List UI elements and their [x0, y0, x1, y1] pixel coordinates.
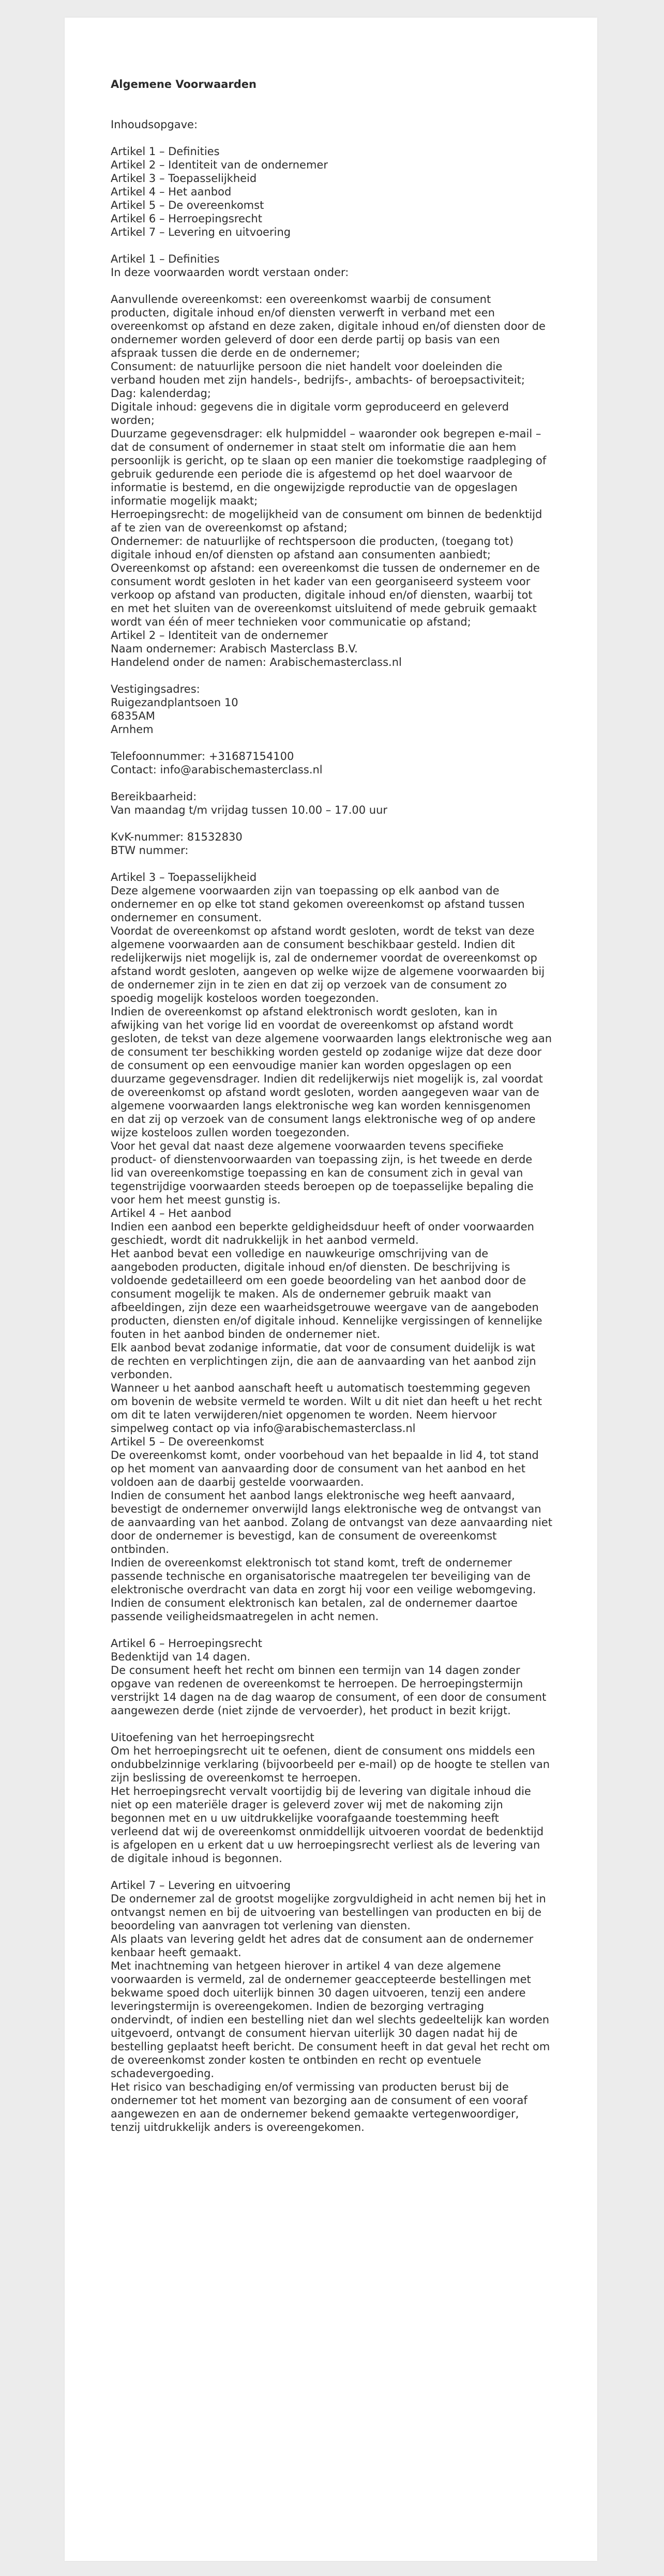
document-title: Algemene Voorwaarden — [111, 78, 256, 90]
text-line: Vestigingsadres: — [111, 683, 200, 695]
text-line: producten, digitale inhoud en/of diensten verwerft in verband met een — [111, 307, 495, 319]
text-line: Indien de overeenkomst op afstand elektronisch wordt gesloten, kan in — [111, 1005, 497, 1018]
text-line: Ruigezandplantsoen 10 — [111, 696, 238, 709]
text-line: wordt van één of meer technieken voor communicatie op afstand; — [111, 616, 471, 628]
text-line: bestelling geplaatst heeft bericht. De consument heeft in dat geval het recht om — [111, 2040, 550, 2053]
text-line: beoordeling van aanvragen tot verlening van diensten. — [111, 1919, 411, 1932]
text-line: Digitale inhoud: gegevens die in digitale vorm geproduceerd en geleverd — [111, 401, 509, 413]
text-line: ondernemer worden geleverd of door een derde partij op basis van een — [111, 333, 500, 346]
text-line: Artikel 3 – Toepasselijkheid — [111, 172, 257, 185]
text-line: voldoen aan de daarbij gestelde voorwaarden. — [111, 1476, 364, 1488]
text-line: verstrijkt 14 dagen na de dag waarop de consument, of een door de consument — [111, 1691, 547, 1703]
text-line: Artikel 3 – Toepasselijkheid — [111, 871, 257, 883]
text-line: fouten in het aanbod binden de ondernemer niet. — [111, 1328, 381, 1340]
text-line: bevestigt de ondernemer onverwijld langs elektronische weg de ontvangst van — [111, 1503, 541, 1515]
text-line: de rechten en verplichtingen zijn, die aan de aanvaarding van het aanbod zijn — [111, 1355, 536, 1367]
text-line: tenzij uitdrukkelijk anders is overeengekomen. — [111, 2121, 365, 2133]
text-line: Inhoudsopgave: — [111, 118, 198, 131]
text-line: Artikel 1 – Definities — [111, 145, 220, 158]
blank-line — [111, 857, 576, 871]
text-line: verleend dat wij de overeenkomst onmiddellijk uitvoeren voordat de bedenktijd — [111, 1825, 544, 1838]
text-line: simpelweg contact op via info@arabischemasterclass.nl — [111, 1422, 416, 1435]
text-line: niet op een materiële drager is geleverd zover wij met de nakoming zijn — [111, 1798, 503, 1811]
text-line: leveringstermijn is overeengekomen. Indien de bezorging vertraging — [111, 2000, 485, 2013]
text-line: op het moment van aanvaarding door de consument van het aanbod en het — [111, 1462, 525, 1475]
text-line: Artikel 4 – Het aanbod — [111, 1207, 232, 1220]
text-line: Naam ondernemer: Arabisch Masterclass B.V. — [111, 643, 358, 655]
text-line: Indien de consument het aanbod langs elektronische weg heeft aanvaard, — [111, 1489, 515, 1502]
text-line: ontvangst nemen en bij de uitvoering van bestellingen van producten en bij de — [111, 1906, 542, 1918]
text-line: informatie mogelijk maakt; — [111, 495, 258, 507]
text-line: Voordat de overeenkomst op afstand wordt gesloten, wordt de tekst van deze — [111, 925, 535, 937]
text-line: voor hem het meest gunstig is. — [111, 1194, 281, 1206]
text-line: Artikel 7 – Levering en uitvoering — [111, 1879, 291, 1892]
blank-line — [111, 1623, 576, 1637]
blank-line — [111, 669, 576, 682]
text-line: Contact: info@arabischemasterclass.nl — [111, 764, 323, 776]
text-line: Om het herroepingsrecht uit te oefenen, dient de consument ons middels een — [111, 1745, 535, 1757]
text-line: Arnhem — [111, 723, 154, 736]
text-line: passende technische en organisatorische maatregelen ter beveiliging van de — [111, 1570, 531, 1582]
text-line: algemene voorwaarden aan de consument beschikbaar gesteld. Indien dit — [111, 938, 515, 951]
text-line: wijze kosteloos zullen worden toegezonden. — [111, 1126, 350, 1139]
text-line: KvK-nummer: 81532830 — [111, 831, 243, 843]
text-line: Artikel 4 – Het aanbod — [111, 186, 232, 198]
text-line: Indien een aanbod een beperkte geldigheidsduur heeft of onder voorwaarden — [111, 1221, 534, 1233]
blank-line — [111, 239, 576, 252]
blank-line — [111, 1865, 576, 1879]
text-line: verband houden met zijn handels-, bedrijfs-, ambachts- of beroepsactiviteit; — [111, 374, 525, 386]
text-line: Met inachtneming van hetgeen hierover in artikel 4 van deze algemene — [111, 1960, 501, 1972]
text-line: Artikel 2 – Identiteit van de ondernemer — [111, 159, 328, 171]
text-line: BTW nummer: — [111, 844, 189, 857]
text-line: de ondernemer zijn in te zien en dat zij op verzoek van de consument zo — [111, 979, 507, 991]
text-line: De consument heeft het recht om binnen een termijn van 14 dagen zonder — [111, 1664, 520, 1676]
text-line: In deze voorwaarden wordt verstaan onder: — [111, 266, 349, 279]
text-line: consument wordt gesloten in het kader van een georganiseerd systeem voor — [111, 575, 531, 588]
document-content — [111, 51, 576, 2147]
text-line: ondernemer tot het moment van bezorging aan de consument of een vooraf — [111, 2094, 527, 2107]
text-line: Wanneer u het aanbod aanschaft heeft u automatisch toestemming gegeven — [111, 1382, 531, 1394]
text-line: ondubbelzinnige verklaring (bijvoorbeeld per e-mail) op de hoogte te stellen van — [111, 1758, 550, 1771]
text-line: verkoop op afstand van producten, digitale inhoud en/of diensten, waarbij tot — [111, 589, 533, 601]
text-line: consument mogelijk te maken. Als de ondernemer gebruik maakt van — [111, 1288, 491, 1300]
text-line: Artikel 2 – Identiteit van de ondernemer — [111, 629, 328, 642]
text-line: Overeenkomst op afstand: een overeenkomst die tussen de ondernemer en de — [111, 562, 540, 574]
document-body — [111, 118, 576, 2134]
text-line: en met het sluiten van de overeenkomst uitsluitend of mede gebruik gemaakt — [111, 602, 537, 615]
text-line: Artikel 5 – De overeenkomst — [111, 1436, 264, 1448]
text-line: Als plaats van levering geldt het adres dat de consument aan de ondernemer — [111, 1933, 534, 1945]
text-line: elektronische overdracht van data en zorgt hij voor een veilige webomgeving. — [111, 1583, 536, 1596]
text-line: voldoende gedetailleerd om een goede beoordeling van het aanbod door de — [111, 1274, 526, 1287]
text-line: Telefoonnummer: +31687154100 — [111, 750, 294, 763]
text-line: 6835AM — [111, 710, 155, 722]
text-line: zijn beslissing de overeenkomst te herroepen. — [111, 1772, 361, 1784]
text-line: voorwaarden is vermeld, zal de ondernemer geaccepteerde bestellingen met — [111, 1973, 531, 1986]
text-line: Aanvullende overeenkomst: een overeenkomst waarbij de consument — [111, 293, 491, 306]
text-line: Deze algemene voorwaarden zijn van toepassing op elk aanbod van de — [111, 885, 500, 897]
text-line: Het herroepingsrecht vervalt voortijdig bij de levering van digitale inhoud die — [111, 1785, 531, 1797]
text-line: Artikel 6 – Herroepingsrecht — [111, 1637, 262, 1650]
text-line: dat de consument of ondernemer in staat stelt om informatie die aan hem — [111, 441, 517, 453]
text-line: afstand wordt gesloten, aangeven op welke wijze de algemene voorwaarden bij — [111, 965, 545, 978]
text-line: worden; — [111, 414, 155, 426]
text-line: Indien de consument elektronisch kan betalen, zal de ondernemer daartoe — [111, 1597, 518, 1609]
text-line: de consument ter beschikking worden gesteld op zodanige wijze dat deze door — [111, 1046, 542, 1058]
text-line: spoedig mogelijk kosteloos worden toegezonden. — [111, 992, 379, 1004]
text-line: om bovenin de website vermeld te worden. Wilt u dit niet dan heeft u het recht — [111, 1395, 542, 1408]
text-line: af te zien van de overeenkomst op afstand; — [111, 522, 348, 534]
text-line: verbonden. — [111, 1368, 173, 1381]
text-line: de aanvaarding van het aanbod. Zolang de ontvangst van deze aanvaarding niet — [111, 1516, 552, 1529]
text-line: Duurzame gegevensdrager: elk hulpmiddel – waaronder ook begrepen e-mail – — [111, 428, 541, 440]
text-line: Van maandag t/m vrijdag tussen 10.00 – 17.00 uur — [111, 804, 388, 816]
text-line: De overeenkomst komt, onder voorbehoud van het bepaalde in lid 4, tot stand — [111, 1449, 539, 1461]
blank-line — [111, 279, 576, 293]
text-line: product- of dienstenvoorwaarden van toepassing zijn, is het tweede en derde — [111, 1153, 533, 1166]
text-line: ondernemer en consument. — [111, 911, 262, 924]
text-line: Handelend onder de namen: Arabischemasterclass.nl — [111, 656, 402, 668]
text-line: ondervindt, of indien een bestelling niet dan wel slechts gedeeltelijk kan worden — [111, 2014, 550, 2026]
text-line: Bereikbaarheid: — [111, 790, 197, 803]
text-line: ontbinden. — [111, 1543, 170, 1556]
text-line: lid van overeenkomstige toepassing en kan de consument zich in geval van — [111, 1167, 523, 1179]
text-line: passende veiligheidsmaatregelen in acht nemen. — [111, 1610, 379, 1623]
text-line: Het aanbod bevat een volledige en nauwkeurige omschrijving van de — [111, 1247, 489, 1260]
text-line: ondernemer en op elke tot stand gekomen overeenkomst op afstand tussen — [111, 898, 525, 910]
text-line: is afgelopen en u erkent dat u uw herroepingsrecht verliest als de levering van — [111, 1839, 540, 1851]
text-line: door de ondernemer is bevestigd, kan de consument de overeenkomst — [111, 1530, 497, 1542]
text-line: Bedenktijd van 14 dagen. — [111, 1651, 251, 1663]
text-line: gebruik gedurende een periode die is afgestemd op het doel waarvoor de — [111, 468, 512, 480]
text-line: De ondernemer zal de grootst mogelijke zorgvuldigheid in acht nemen bij het in — [111, 1893, 546, 1905]
text-line: de overeenkomst op afstand wordt gesloten, worden aangegeven waar van de — [111, 1086, 539, 1099]
text-line: redelijkerwijs niet mogelijk is, zal de ondernemer voordat de overeenkomst op — [111, 952, 537, 964]
text-line: algemene voorwaarden langs elektronische weg kan worden kennisgenomen — [111, 1100, 531, 1112]
text-line: afspraak tussen die derde en de ondernemer; — [111, 347, 360, 359]
text-line: opgave van redenen de overeenkomst te herroepen. De herroepingstermijn — [111, 1678, 523, 1690]
text-line: afwijking van het vorige lid en voordat de overeenkomst op afstand wordt — [111, 1019, 514, 1031]
text-line: tegenstrijdige voorwaarden steeds beroepen op de toepasselijke bepaling die — [111, 1180, 534, 1193]
text-line: producten, diensten en/of digitale inhoud. Kennelijke vergissingen of kennelijke — [111, 1315, 542, 1327]
text-line: om dit te laten verwijderen/niet opgenomen te worden. Neem hiervoor — [111, 1409, 497, 1421]
text-line: de overeenkomst zonder kosten te ontbinden en recht op eventuele — [111, 2054, 481, 2066]
text-line: schadevergoeding. — [111, 2067, 215, 2080]
text-line: informatie is bestemd, en die ongewijzigde reproductie van de opgeslagen — [111, 481, 518, 494]
text-line: Artikel 5 – De overeenkomst — [111, 199, 264, 211]
text-line: en dat zij op verzoek van de consument langs elektronische weg of op andere — [111, 1113, 536, 1125]
text-line: bekwame spoed doch uiterlijk binnen 30 dagen uitvoeren, tenzij een andere — [111, 1987, 526, 1999]
text-line: persoonlijk is gericht, op te slaan op een manier die toekomstige raadpleging of — [111, 454, 547, 467]
blank-line — [111, 131, 576, 145]
text-line: de consument op een eenvoudige manier kan worden opgeslagen op een — [111, 1059, 512, 1072]
text-line: gesloten, de tekst van deze algemene voorwaarden langs elektronische weg aan — [111, 1032, 552, 1045]
text-line: Artikel 7 – Levering en uitvoering — [111, 226, 291, 238]
text-line: Voor het geval dat naast deze algemene voorwaarden tevens specifieke — [111, 1140, 504, 1152]
text-line: Indien de overeenkomst elektronisch tot stand komt, treft de ondernemer — [111, 1557, 512, 1569]
blank-line — [111, 817, 576, 830]
text-line: afbeeldingen, zijn deze een waarheidsgetrouwe weergave van de aangeboden — [111, 1301, 539, 1314]
text-line: aangewezen derde (niet zijnde de vervoerder), het product in bezit krijgt. — [111, 1704, 511, 1717]
text-line: kenbaar heeft gemaakt. — [111, 1946, 242, 1959]
text-line: Artikel 1 – Definities — [111, 253, 220, 265]
blank-line — [111, 736, 576, 750]
text-line: Ondernemer: de natuurlijke of rechtspersoon die producten, (toegang tot) — [111, 535, 514, 547]
text-line: aangewezen en aan de ondernemer bekend gemaakte vertegenwoordiger, — [111, 2108, 519, 2120]
text-line: begonnen met en u uw uitdrukkelijke voorafgaande toestemming heeft — [111, 1812, 499, 1824]
text-line: Elk aanbod bevat zodanige informatie, dat voor de consument duidelijk is wat — [111, 1342, 535, 1354]
text-line: Herroepingsrecht: de mogelijkheid van de consument om binnen de bedenktijd — [111, 508, 542, 521]
text-line: uitgevoerd, ontvangt de consument hiervan uiterlijk 30 dagen nadat hij de — [111, 2027, 518, 2039]
text-line: geschiedt, wordt dit nadrukkelijk in het aanbod vermeld. — [111, 1234, 419, 1246]
text-line: Dag: kalenderdag; — [111, 387, 211, 400]
text-line: duurzame gegevensdrager. Indien dit redelijkerwijs niet mogelijk is, zal voordat — [111, 1073, 543, 1085]
text-line: Artikel 6 – Herroepingsrecht — [111, 212, 262, 225]
blank-line — [111, 776, 576, 790]
text-line: overeenkomst op afstand en deze zaken, digitale inhoud en/of diensten door de — [111, 320, 546, 332]
blank-line — [111, 1717, 576, 1731]
text-line: aangeboden producten, digitale inhoud en/of diensten. De beschrijving is — [111, 1261, 510, 1273]
text-line: de digitale inhoud is begonnen. — [111, 1852, 282, 1865]
text-line: digitale inhoud en/of diensten op afstand aan consumenten aanbiedt; — [111, 548, 491, 561]
text-line: Uitoefening van het herroepingsrecht — [111, 1731, 314, 1744]
text-line: Consument: de natuurlijke persoon die niet handelt voor doeleinden die — [111, 360, 503, 373]
text-line: Het risico van beschadiging en/of vermissing van producten berust bij de — [111, 2081, 509, 2093]
